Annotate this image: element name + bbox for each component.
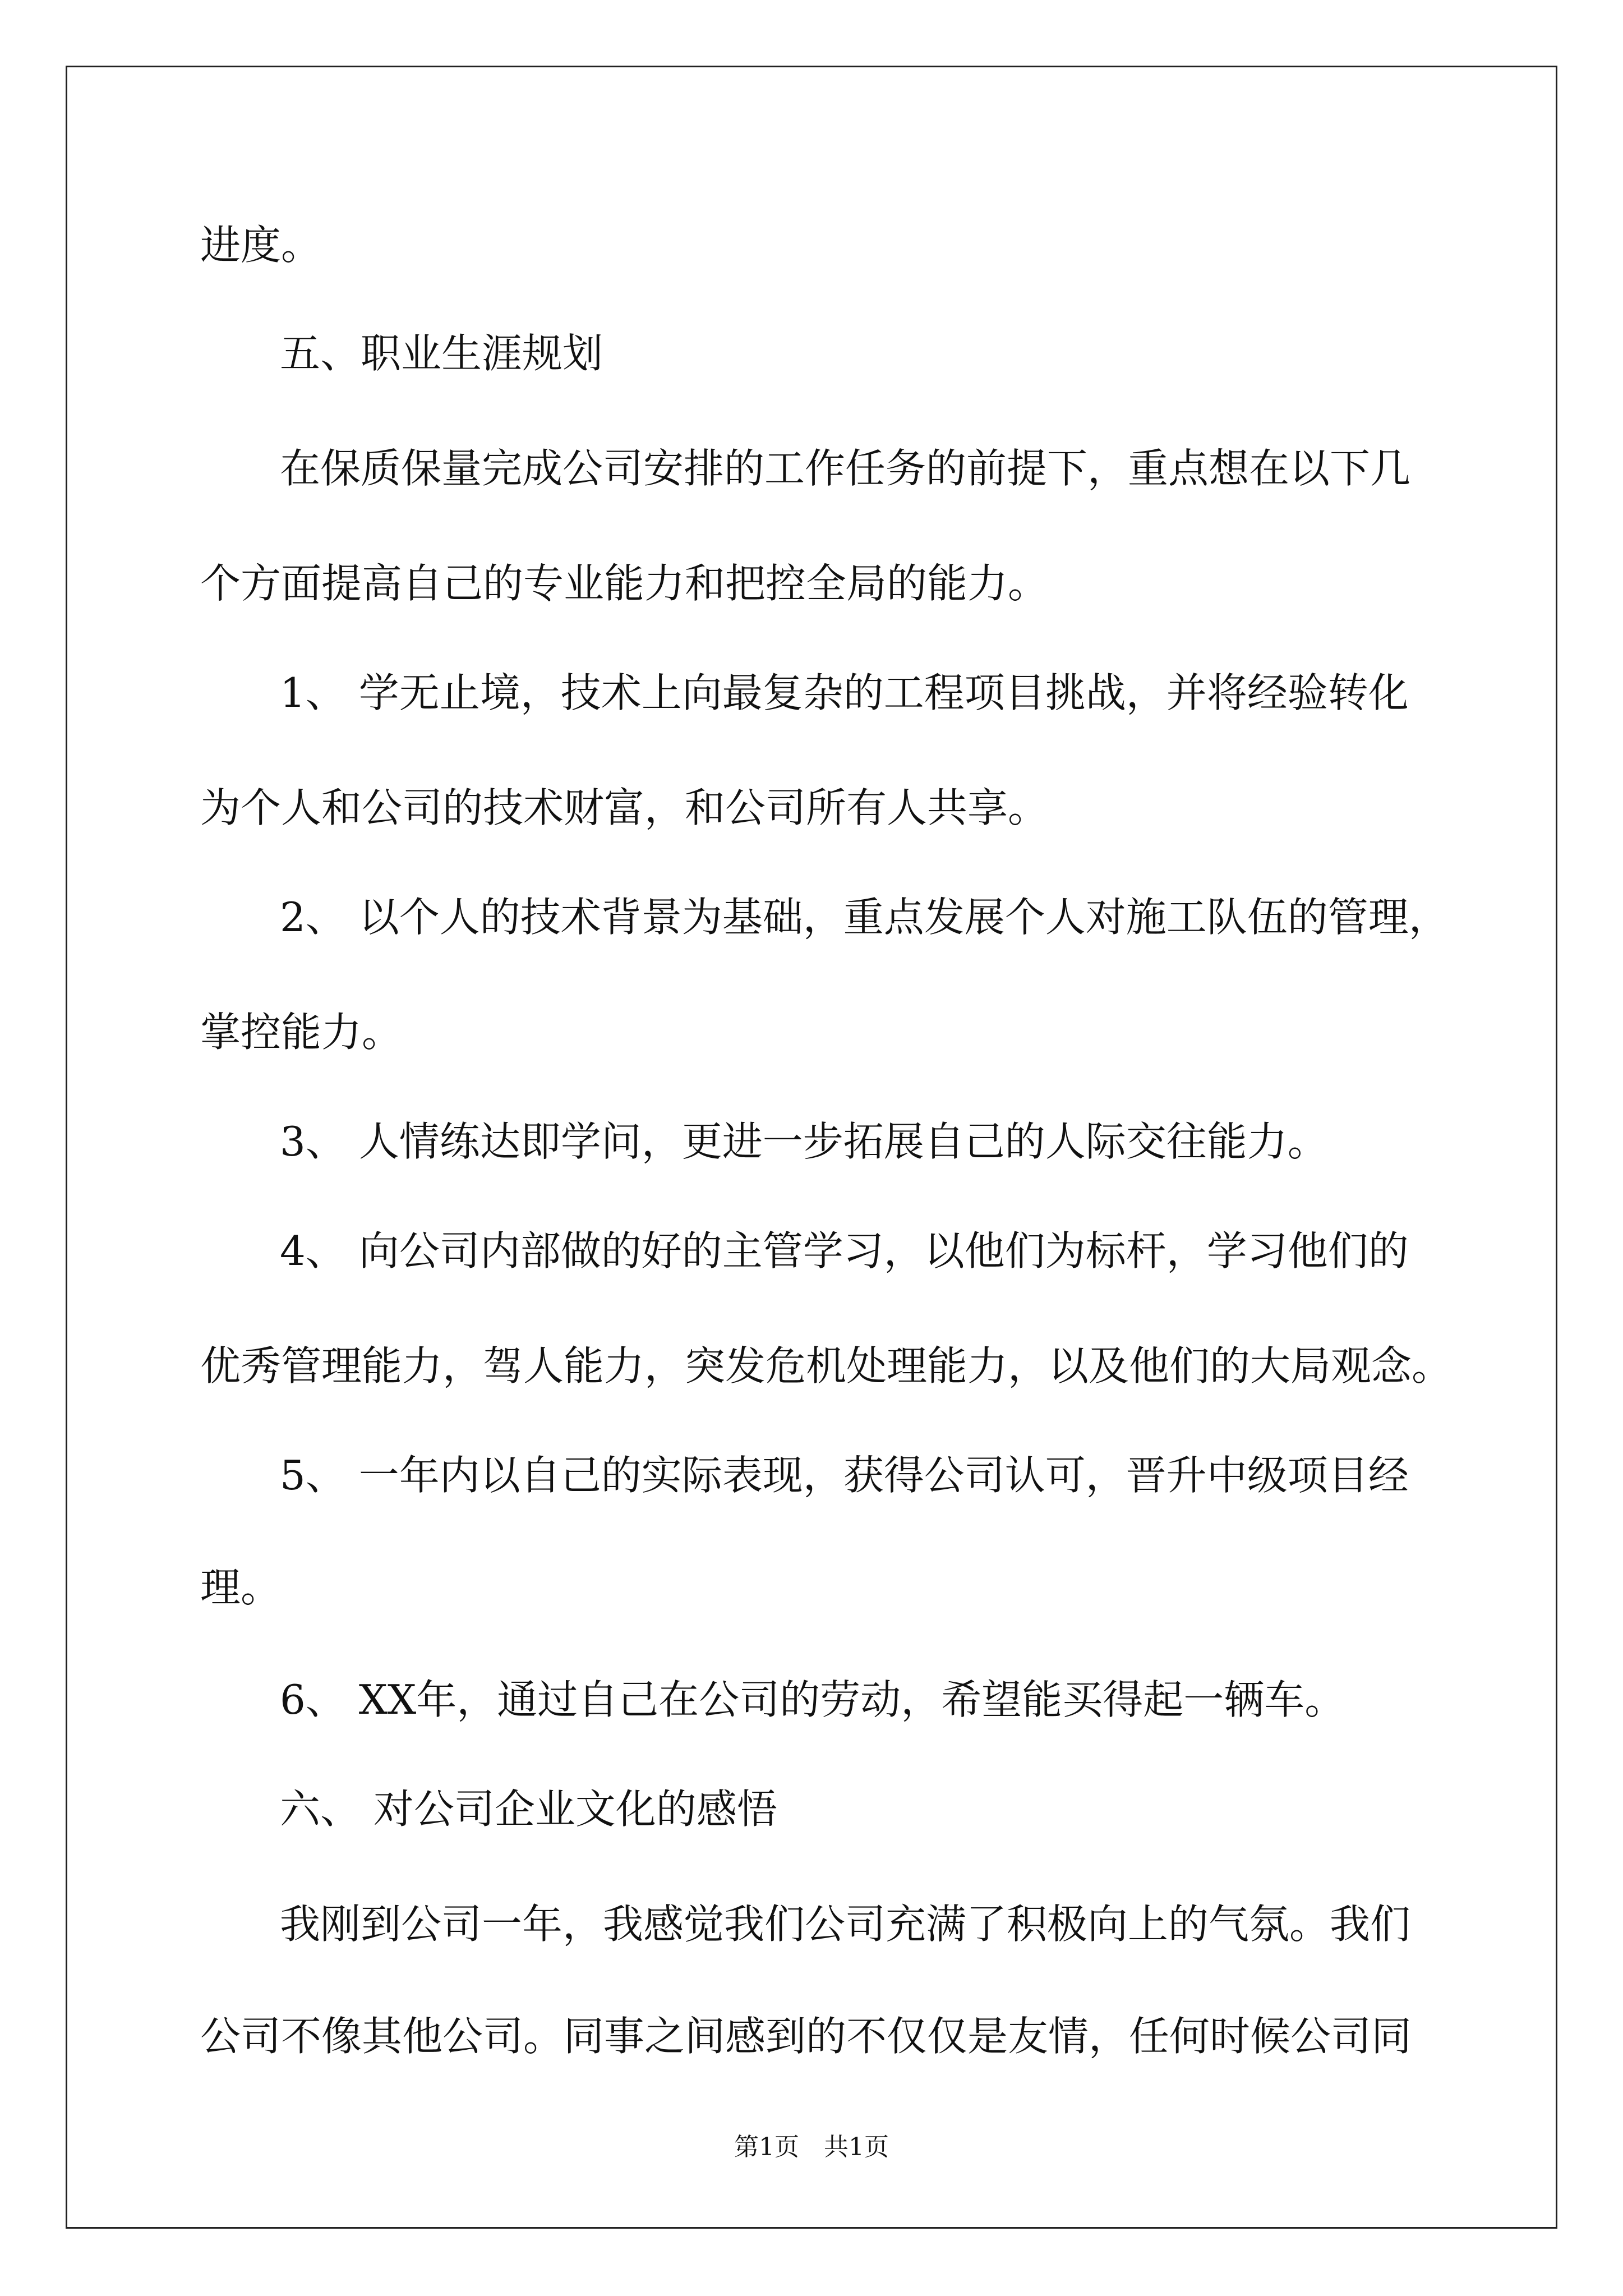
text-line: 掌控能力。 [200,1009,403,1056]
text-line: 理。 [200,1564,282,1611]
text-line: 个方面提高自己的专业能力和把控全局的能力。 [200,560,1049,607]
section-heading: 六、 对公司企业文化的感悟 [280,1786,777,1833]
list-item: 2、 以个人的技术背景为基础，重点发展个人对施工队伍的管理， [280,894,1449,941]
text-line: 在保质保量完成公司安排的工作任务的前提下，重点想在以下几 [280,445,1411,492]
text-line: 优秀管理能力，驾人能力，突发危机处理能力，以及他们的大局观念。 [200,1342,1453,1389]
list-item: 6、 XX年，通过自己在公司的劳动，希望能买得起一辆车。 [280,1676,1345,1723]
list-item: 5、 一年内以自己的实际表现，获得公司认可，晋升中级项目经 [280,1452,1409,1499]
text-line: 为个人和公司的技术财富，和公司所有人共享。 [200,784,1049,831]
text-line: 我刚到公司一年，我感觉我们公司充满了积极向上的气氛。我们 [280,1901,1411,1948]
list-item: 3、 人情练达即学问，更进一步拓展自己的人际交往能力。 [280,1118,1328,1165]
text-line: 公司不像其他公司。同事之间感到的不仅仅是友情，任何时候公司同 [200,2013,1412,2060]
text-line: 进度。 [200,222,322,269]
section-heading: 五、职业生涯规划 [280,330,603,377]
list-item: 1、 学无止境，技术上向最复杂的工程项目挑战，并将经验转化 [280,669,1409,716]
list-item: 4、 向公司内部做的好的主管学习，以他们为标杆，学习他们的 [280,1227,1409,1274]
page-footer: 第1页 共1页 [734,2133,889,2161]
